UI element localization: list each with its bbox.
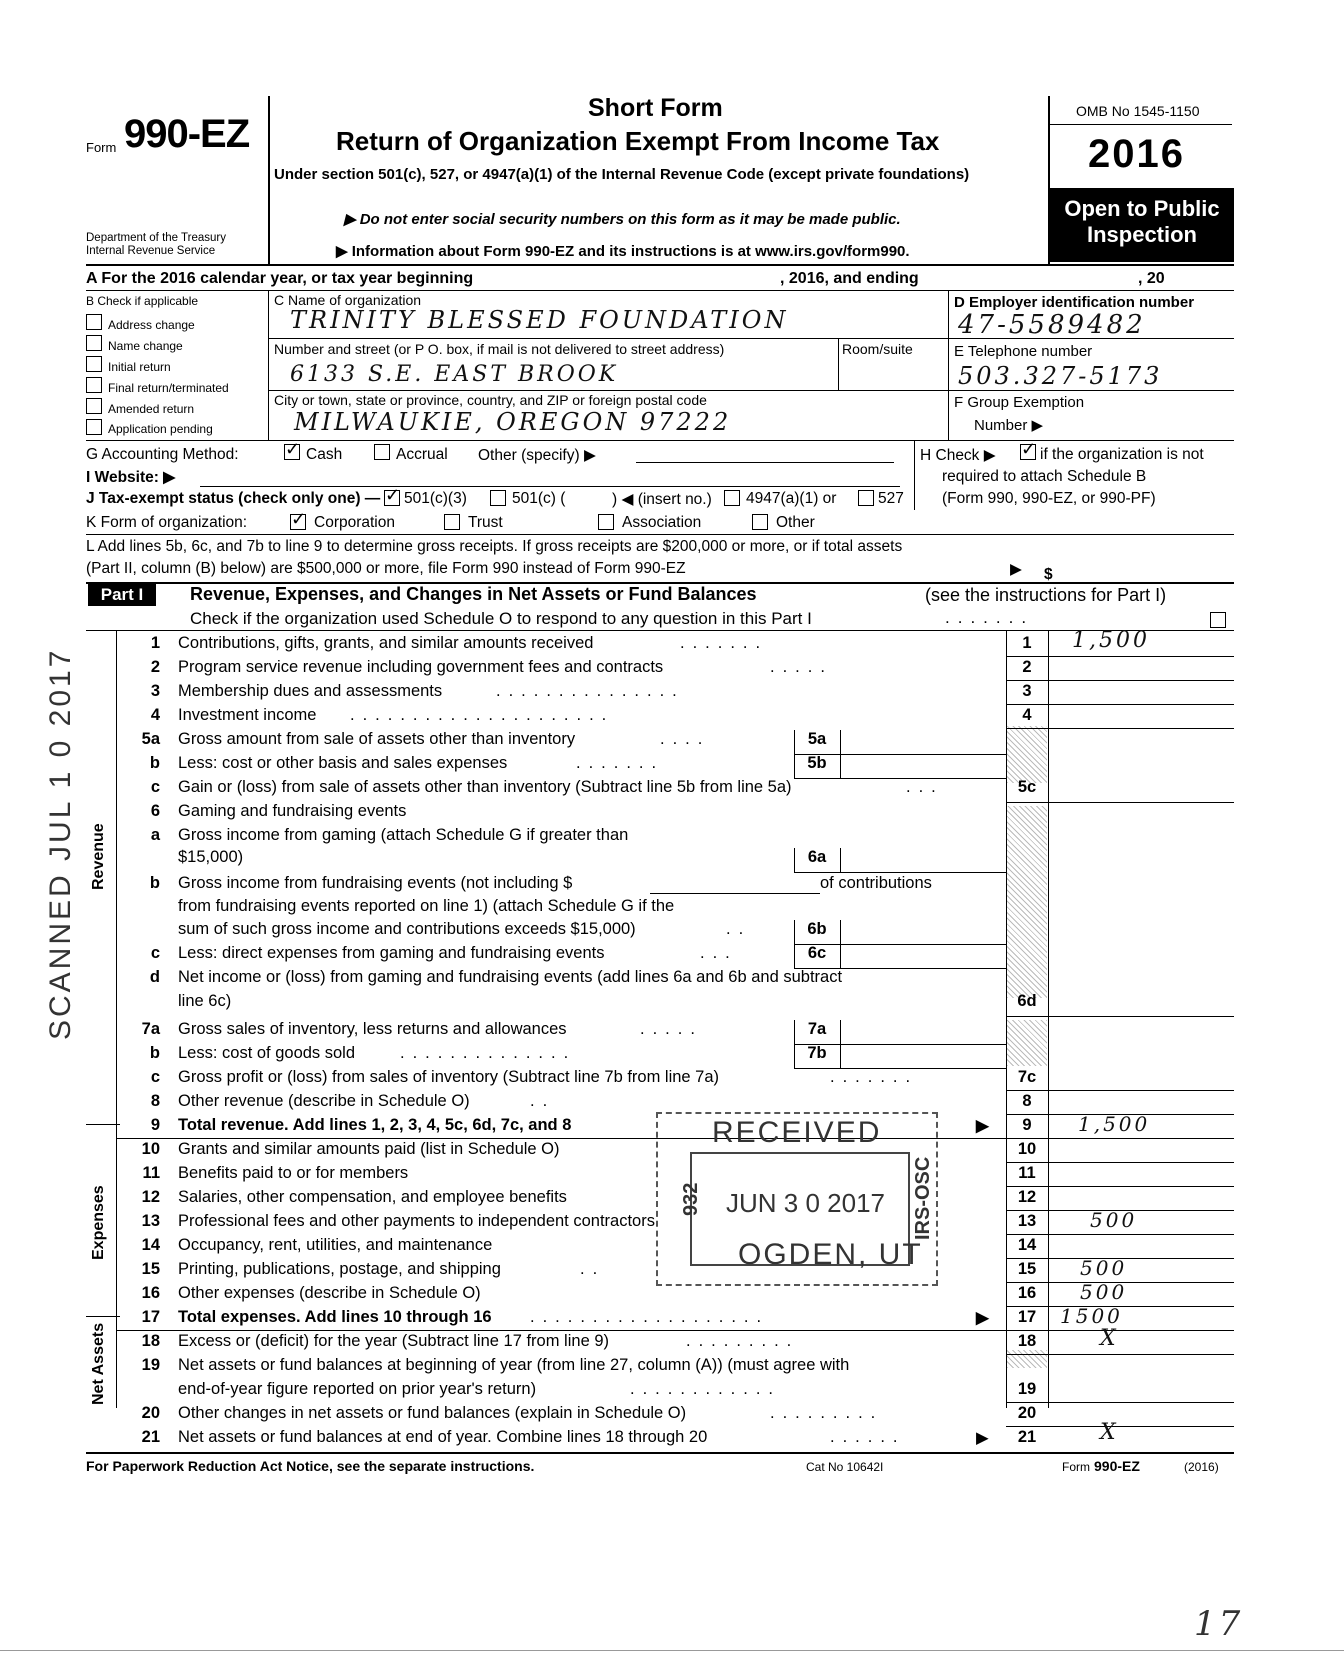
line-text: Gross income from gaming (attach Schedule G if greater than <box>178 826 629 844</box>
line-box: 14 <box>1017 1236 1037 1254</box>
line-text: Investment income <box>178 706 317 724</box>
street-value[interactable]: 6133 S.E. EAST BROOK <box>290 362 619 387</box>
line-a-end: , 20 <box>1138 270 1165 287</box>
line-4-row <box>0 706 1344 730</box>
line-h-text-2: required to attach Schedule B <box>942 468 1147 485</box>
cash-label: Cash <box>306 446 343 463</box>
accounting-method-label: G Accounting Method: <box>86 446 239 463</box>
org-name-label: C Name of organization <box>274 292 422 308</box>
527-label: 527 <box>878 490 904 507</box>
part-1-title: Revenue, Expenses, and Changes in Net Assets or Fund Balances <box>190 584 757 604</box>
line-a-mid: , 2016, and ending <box>780 270 919 287</box>
cash-checkbox[interactable]: ✓ <box>285 439 301 459</box>
form-of-org-label: K Form of organization: <box>86 514 248 531</box>
dot-leader: ....... <box>830 1068 919 1086</box>
address-change-checkbox[interactable] <box>86 314 102 330</box>
line-text: Gross amount from sale of assets other than inventory <box>178 730 576 748</box>
scanned-stamp: SCANNED JUL 1 0 2017 <box>44 647 77 1040</box>
line-box: 21 <box>1017 1428 1037 1446</box>
line-text: Other changes in net assets or fund balances (explain in Schedule O) <box>178 1404 687 1422</box>
subline-box: 7b <box>807 1044 827 1062</box>
expenses-side-label: Expenses <box>90 1185 107 1260</box>
line-6b-row <box>0 874 1344 898</box>
line-21-amount[interactable]: X <box>1100 1420 1119 1445</box>
line-h-text-1: if the organization is not <box>1040 446 1204 463</box>
part-1-schedule-o-check: Check if the organization used Schedule O to respond to any question in this Part I <box>190 609 812 628</box>
revenue-side-label: Revenue <box>90 823 107 890</box>
amended-return-checkbox[interactable] <box>86 398 102 414</box>
dot-leader: ..... <box>640 1020 703 1038</box>
subline-box: 6c <box>807 944 827 962</box>
line-number: 8 <box>150 1092 160 1110</box>
footer-year: (2016) <box>1184 1460 1219 1474</box>
subline-box: 7a <box>807 1020 827 1038</box>
short-form-title: Short Form <box>588 94 723 122</box>
line-text: Grants and similar amounts paid (list in Schedule O) <box>178 1140 560 1158</box>
line-21-row <box>0 1420 1344 1452</box>
line-box: 7c <box>1017 1068 1037 1086</box>
footer-form-number: 990-EZ <box>1094 1458 1140 1474</box>
line-number: b <box>149 874 160 892</box>
line-text: Less: cost or other basis and sales expenses <box>178 754 508 772</box>
dot-leader: ....... <box>945 608 1035 627</box>
line-text: Membership dues and assessments <box>178 682 443 700</box>
received-text: RECEIVED <box>712 1116 882 1149</box>
dot-leader: ............... <box>496 682 685 700</box>
schedule-b-checkbox[interactable]: ✓ <box>1021 439 1037 459</box>
dot-leader: .... <box>660 730 711 748</box>
dot-leader: ....... <box>576 754 665 772</box>
line-box: 18 <box>1017 1332 1037 1350</box>
line-text: Net assets or fund balances at end of year. Combine lines 18 through 20 <box>178 1428 708 1446</box>
line-1-amount[interactable]: 1,500 <box>1072 628 1150 653</box>
form-word: Form <box>86 140 117 155</box>
line-box: 2 <box>1022 658 1032 676</box>
trust-checkbox[interactable] <box>444 514 460 530</box>
line-box: 4 <box>1022 706 1032 724</box>
line-6b-row-cont <box>0 897 1344 921</box>
name-change-label: Name change <box>108 339 183 353</box>
dot-leader: ..................... <box>350 706 615 724</box>
line-box: 6d <box>1017 992 1037 1010</box>
line-text: Excess or (deficit) for the year (Subtract line 17 from line 9) <box>178 1332 609 1350</box>
received-code: 932 <box>680 1182 702 1216</box>
line-number: 19 <box>141 1356 160 1374</box>
line-9-amount[interactable]: 1,500 <box>1078 1112 1151 1136</box>
arrow-icon: ▶ <box>976 1309 989 1327</box>
ein-label: D Employer identification number <box>954 294 1195 311</box>
line-a-label: A For the 2016 calendar year, or tax year beginning <box>86 270 474 287</box>
line-number: 12 <box>141 1188 160 1206</box>
open-to-public-box <box>1050 188 1234 262</box>
line-6c-row <box>0 944 1344 968</box>
line-text: Salaries, other compensation, and employee benefits <box>178 1188 567 1206</box>
application-pending-label: Application pending <box>108 422 213 436</box>
line-box: 17 <box>1017 1308 1037 1326</box>
line-box: 3 <box>1022 682 1032 700</box>
dot-leader: .............. <box>400 1044 577 1062</box>
ssn-notice: ▶ Do not enter social security numbers on this form as it may be made public. <box>344 211 901 228</box>
received-date: JUN 3 0 2017 <box>726 1188 885 1218</box>
line-box: 9 <box>1022 1116 1032 1134</box>
final-return-label: Final return/terminated <box>108 381 229 395</box>
insert-no-label: ) ◀ (insert no.) <box>612 491 712 508</box>
initial-return-checkbox[interactable] <box>86 356 102 372</box>
dot-leader: ....... <box>680 634 769 652</box>
address-change-label: Address change <box>108 318 195 332</box>
line-18-amount[interactable]: X <box>1100 1326 1119 1351</box>
form-number: 990-EZ <box>124 112 250 156</box>
line-number: b <box>149 1044 160 1062</box>
name-change-checkbox[interactable] <box>86 335 102 351</box>
other-method-label: Other (specify) ▶ <box>478 447 596 464</box>
line-number: c <box>150 944 160 962</box>
info-notice: ▶ Information about Form 990-EZ and its instructions is at www.irs.gov/form990. <box>336 243 910 260</box>
line-number: 7a <box>141 1020 160 1038</box>
line-6-row <box>0 802 1344 826</box>
line-number: 20 <box>141 1404 160 1422</box>
line-number: 4 <box>150 706 160 724</box>
line-text: Gross profit or (loss) from sales of inventory (Subtract line 7b from line 7a) <box>178 1068 720 1086</box>
dot-leader: ................... <box>530 1308 770 1326</box>
part-1-title-suffix: (see the instructions for Part I) <box>925 585 1167 605</box>
line-3-row <box>0 682 1344 706</box>
line-20-row <box>0 1404 1344 1428</box>
line-l-dollar: $ <box>1044 566 1053 583</box>
line-text: Total expenses. Add lines 10 through 16 <box>178 1308 492 1326</box>
line-number: 14 <box>141 1236 160 1254</box>
line-5a-row <box>0 730 1344 754</box>
arrow-icon: ▶ <box>976 1429 989 1447</box>
open-to-public-line-1: Open to Public <box>1064 196 1220 221</box>
paperwork-notice: For Paperwork Reduction Act Notice, see the separate instructions. <box>86 1458 535 1474</box>
website-label: I Website: ▶ <box>86 469 176 486</box>
line-text: Other expenses (describe in Schedule O) <box>178 1284 481 1302</box>
line-5b-row <box>0 754 1344 778</box>
line-number: 18 <box>141 1332 160 1350</box>
form-title: Return of Organization Exempt From Income Tax <box>336 126 940 156</box>
catalog-number: Cat No 10642I <box>806 1460 884 1474</box>
corporation-checkbox[interactable]: ✓ <box>291 509 307 529</box>
line-box: 12 <box>1017 1188 1037 1206</box>
dot-leader: .. <box>580 1260 606 1278</box>
group-exemption-number: Number ▶ <box>974 417 1044 434</box>
department-line-2: Internal Revenue Service <box>86 245 216 257</box>
line-h-check: H Check ▶ <box>920 447 996 464</box>
line-16-row <box>0 1280 1344 1308</box>
line-box: 13 <box>1017 1212 1037 1230</box>
net-assets-side-label: Net Assets <box>90 1322 107 1405</box>
line-number: 21 <box>141 1428 160 1446</box>
line-box: 5c <box>1017 778 1037 796</box>
line-17-row <box>0 1304 1344 1332</box>
line-text: of contributions <box>820 874 932 892</box>
dot-leader: ...... <box>830 1428 906 1446</box>
501c3-label: 501(c)(3) <box>404 490 467 507</box>
room-suite-label: Room/suite <box>842 341 913 357</box>
line-box: 10 <box>1017 1140 1037 1158</box>
line-text: Gaming and fundraising events <box>178 802 407 820</box>
line-text: end-of-year figure reported on prior year's return) <box>178 1380 537 1398</box>
line-6b-row-cont <box>0 920 1344 944</box>
group-exemption-label: F Group Exemption <box>954 394 1085 411</box>
line-number: 5a <box>141 730 160 748</box>
line-7a-row <box>0 1020 1344 1044</box>
line-15-amount[interactable]: 500 <box>1080 1256 1128 1280</box>
open-to-public-line-2: Inspection <box>1086 222 1197 247</box>
line-text: $15,000) <box>178 848 244 866</box>
line-text: Gross sales of inventory, less returns and allowances <box>178 1020 567 1038</box>
subline-box: 6a <box>807 848 827 866</box>
line-18-row <box>0 1326 1344 1356</box>
line-text: Less: cost of goods sold <box>178 1044 356 1062</box>
line-6a-row-cont <box>0 848 1344 872</box>
phone-label: E Telephone number <box>954 343 1093 360</box>
line-l-text-2: (Part II, column (B) below) are $500,000 or more, file Form 990 instead of Form 990-EZ <box>86 560 686 577</box>
line-number: 16 <box>141 1284 160 1302</box>
street-label: Number and street (or P O. box, if mail is not delivered to street address) <box>274 341 725 357</box>
line-number: 6 <box>150 802 160 820</box>
line-16-amount[interactable]: 500 <box>1080 1280 1128 1304</box>
accrual-checkbox[interactable] <box>374 444 390 460</box>
arrow-icon: ▶ <box>976 1117 989 1135</box>
line-number: 10 <box>141 1140 160 1158</box>
dot-leader: .. <box>530 1092 556 1110</box>
schedule-o-checkbox[interactable] <box>1210 612 1226 628</box>
line-text: Occupancy, rent, utilities, and maintenance <box>178 1236 493 1254</box>
line-box: 1 <box>1022 634 1032 652</box>
section-b-title: B Check if applicable <box>86 294 199 308</box>
line-number: c <box>150 778 160 796</box>
dot-leader: .. <box>726 920 752 938</box>
4947-checkbox[interactable] <box>724 490 740 506</box>
city-value[interactable]: MILWAUKIE, OREGON 97222 <box>294 408 732 436</box>
line-text: from fundraising events reported on line 1) (attach Schedule G if the <box>178 897 675 915</box>
org-name-value[interactable]: TRINITY BLESSED FOUNDATION <box>290 306 789 334</box>
line-text: Program service revenue including government fees and contracts <box>178 658 664 676</box>
line-l-text-1: L Add lines 5b, 6c, and 7b to line 9 to determine gross receipts. If gross receipts are $200,000 or more, or if total assets <box>86 538 903 555</box>
line-number: 15 <box>141 1260 160 1278</box>
line-text: Total revenue. Add lines 1, 2, 3, 4, 5c, 6d, 7c, and 8 <box>178 1116 572 1134</box>
line-number: 11 <box>142 1164 160 1182</box>
initial-return-label: Initial return <box>108 360 171 374</box>
line-7b-row <box>0 1044 1344 1068</box>
omb-number: OMB No 1545-1150 <box>1076 103 1200 119</box>
line-6a-row <box>0 826 1344 850</box>
other-org-label: Other <box>776 514 815 531</box>
line-number: a <box>150 826 160 844</box>
association-label: Association <box>622 514 702 531</box>
tax-year: 2016 <box>1088 132 1185 176</box>
line-box: 16 <box>1017 1284 1037 1302</box>
line-number: 1 <box>150 634 160 652</box>
4947-label: 4947(a)(1) or <box>746 490 837 507</box>
line-6d-row-cont <box>0 992 1344 1016</box>
line-h-text-3: (Form 990, 990-EZ, or 990-PF) <box>942 490 1156 507</box>
dot-leader: ......... <box>686 1332 800 1350</box>
line-number: 17 <box>141 1308 160 1326</box>
part-1-tag: Part I <box>88 584 156 606</box>
dot-leader: ..... <box>770 658 833 676</box>
city-label: City or town, state or province, country, and ZIP or foreign postal code <box>274 392 707 408</box>
amended-return-label: Amended return <box>108 402 195 416</box>
line-text: Other revenue (describe in Schedule O) <box>178 1092 470 1110</box>
line-number: 9 <box>150 1116 160 1134</box>
line-number: 13 <box>141 1212 160 1230</box>
line-5c-row <box>0 778 1344 802</box>
corporation-label: Corporation <box>314 514 395 531</box>
subline-box: 5a <box>807 730 827 748</box>
line-number: d <box>149 968 160 986</box>
line-box: 20 <box>1017 1404 1037 1422</box>
dot-leader: ............ <box>630 1380 782 1398</box>
trust-label: Trust <box>468 514 503 531</box>
tax-exempt-label: J Tax-exempt status (check only one) — <box>86 490 381 507</box>
line-13-amount[interactable]: 500 <box>1090 1208 1138 1232</box>
line-1-row <box>0 628 1344 658</box>
line-l-arrow: ▶ <box>1010 561 1022 578</box>
department-line-1: Department of the Treasury <box>86 232 226 244</box>
527-checkbox[interactable] <box>858 490 874 506</box>
line-number: 2 <box>150 658 160 676</box>
line-19-row-cont <box>0 1380 1344 1404</box>
accrual-label: Accrual <box>396 446 448 463</box>
line-2-row <box>0 658 1344 682</box>
line-19-row <box>0 1356 1344 1380</box>
form-subtitle: Under section 501(c), 527, or 4947(a)(1) of the Internal Revenue Code (except private foundations) <box>274 166 970 183</box>
line-text: Net income or (loss) from gaming and fundraising events (add lines 6a and 6b and subtract <box>178 968 843 986</box>
line-text: Printing, publications, postage, and shipping <box>178 1260 501 1278</box>
line-text: Less: direct expenses from gaming and fundraising events <box>178 944 605 962</box>
line-text: sum of such gross income and contributions exceeds $15,000) <box>178 920 636 938</box>
line-6d-row <box>0 968 1344 992</box>
ein-value[interactable]: 47-5589482 <box>958 310 1146 340</box>
line-number: 3 <box>150 682 160 700</box>
line-number: c <box>150 1068 160 1086</box>
line-text: Contributions, gifts, grants, and similar amounts received <box>178 634 594 652</box>
line-box: 15 <box>1017 1260 1037 1278</box>
line-box: 11 <box>1018 1164 1036 1182</box>
line-number: b <box>149 754 160 772</box>
other-org-checkbox[interactable] <box>752 514 768 530</box>
subline-box: 5b <box>807 754 827 772</box>
subline-box: 6b <box>807 920 827 938</box>
line-box: 8 <box>1022 1092 1032 1110</box>
line-text: Net assets or fund balances at beginning of year (from line 27, column (A)) (must agree with <box>178 1356 850 1374</box>
line-text: Gross income from fundraising events (not including $ <box>178 874 573 892</box>
application-pending-checkbox[interactable] <box>86 419 102 435</box>
line-box: 19 <box>1017 1380 1037 1398</box>
line-17-amount[interactable]: 1500 <box>1060 1304 1123 1328</box>
line-text: line 6c) <box>178 992 232 1010</box>
footer-form-word: Form <box>1062 1460 1090 1474</box>
dot-leader: ... <box>906 778 944 796</box>
final-return-checkbox[interactable] <box>86 377 102 393</box>
association-checkbox[interactable] <box>598 514 614 530</box>
501c-label: 501(c) ( <box>512 490 566 507</box>
page-mark: 17 <box>1194 1604 1244 1644</box>
line-text: Professional fees and other payments to independent contractors <box>178 1212 655 1230</box>
dot-leader: ... <box>700 944 738 962</box>
501c-checkbox[interactable] <box>490 490 506 506</box>
line-text: Benefits paid to or for members <box>178 1164 409 1182</box>
phone-value[interactable]: 503.327-5173 <box>958 362 1163 390</box>
line-text: Gain or (loss) from sale of assets other than inventory (Subtract line 5b from line 5a) <box>178 778 792 796</box>
501c3-checkbox[interactable]: ✓ <box>385 485 401 505</box>
received-city: OGDEN, UT <box>738 1238 923 1271</box>
dot-leader: ......... <box>770 1404 884 1422</box>
line-7c-row <box>0 1068 1344 1092</box>
received-office: IRS-OSC <box>912 1156 934 1240</box>
